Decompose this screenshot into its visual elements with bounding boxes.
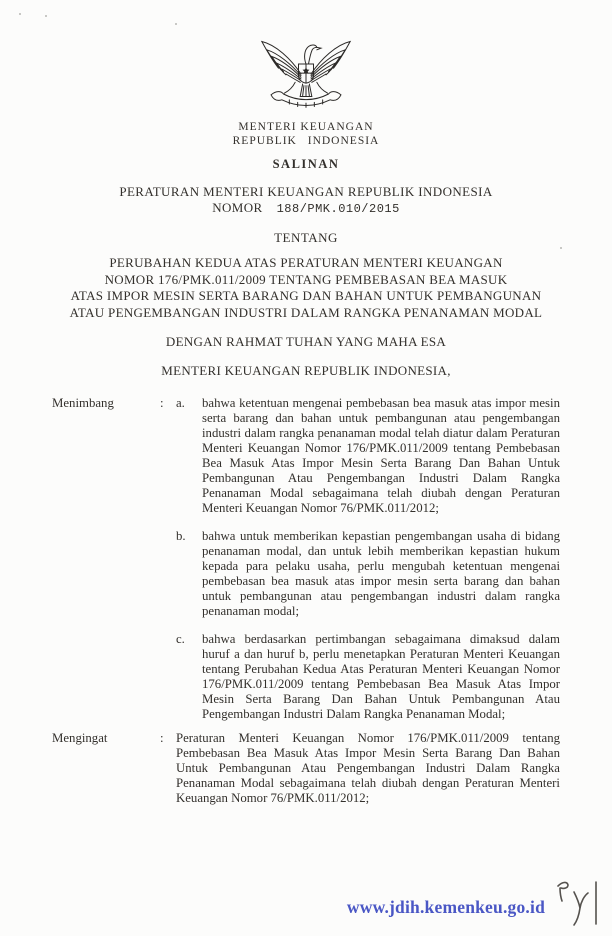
subject-line: PERUBAHAN KEDUA ATAS PERATURAN MENTERI KEUANGAN — [109, 255, 503, 270]
subject-line: NOMOR 176/PMK.011/2009 TENTANG PEMBEBASAN BEA MASUK — [104, 271, 508, 287]
menimbang-section — [52, 396, 560, 722]
menimbang-items — [176, 396, 560, 722]
mengingat-section — [52, 731, 560, 806]
preamble-clauses — [52, 396, 560, 806]
mengingat-colon: : — [160, 731, 164, 745]
item-letter: c. — [176, 632, 185, 646]
subject-line: ATAS IMPOR MESIN SERTA BARANG DAN BAHAN UNTUK PEMBANGUNAN — [70, 288, 542, 303]
menimbang-label: Menimbang — [52, 396, 114, 410]
regulation-subject — [0, 255, 612, 321]
menimbang-item-c — [176, 632, 560, 722]
menimbang-item-b — [176, 529, 560, 619]
nomor-label: NOMOR — [212, 200, 263, 215]
mengingat-label: Mengingat — [52, 731, 108, 745]
letterhead — [0, 0, 612, 172]
item-letter: a. — [176, 396, 185, 410]
item-text: bahwa untuk memberikan kepastian pengembangan usaha di bidang penanaman modal, dan untuk lebih memberikan kepastian hukum kepada para pelaku usaha, perlu mengubah ketentuan mengenai pembebasan bea masuk atas impor mesin serta barang dan bahan untuk pembangunan atau pengembangan industri dalam rangka penanaman modal; — [202, 529, 560, 618]
item-text: bahwa berdasarkan pertimbangan sebagaimana dimaksud dalam huruf a dan huruf b, perlu menetapkan Peraturan Menteri Keuangan tentang Perubahan Kedua Atas Peraturan Menteri Keuangan Nomor 176/PMK.011/2009 tentang Pembebasan Bea Masuk Atas Impor Mesin Serta Barang Dan Bahan Untuk Pembangunan Atau Pengembangan Industri Dalam Rangka Penanaman Modal; — [202, 632, 560, 721]
menimbang-item-a — [176, 396, 560, 516]
mengingat-body — [176, 731, 560, 806]
regulation-heading: PERATURAN MENTERI KEUANGAN REPUBLIK INDONESIA — [119, 184, 493, 199]
copy-stamp: SALINAN — [272, 157, 340, 171]
handwritten-paraph — [552, 868, 604, 930]
subject-line: ATAU PENGEMBANGAN INDUSTRI DALAM RANGKA PENANAMAN MODAL — [69, 304, 543, 320]
mengingat-text: Peraturan Menteri Keuangan Nomor 176/PMK.011/2009 tentang Pembebasan Bea Masuk Atas Impor Mesin Serta Barang Dan Bahan Untuk Pembangunan Atau Pengembangan Industri Dalam Rangka Penanaman Modal sebagaimana telah diubah dengan Peraturan Menteri Keuangan Nomor 76/PMK.011/2012; — [176, 731, 560, 805]
authority-line: MENTERI KEUANGAN REPUBLIK INDONESIA, — [161, 363, 451, 378]
scan-artifact — [175, 23, 177, 25]
ministry-country: REPUBLIK INDONESIA — [232, 134, 380, 147]
item-letter: b. — [176, 529, 186, 543]
scan-artifact — [45, 15, 47, 17]
scan-artifact — [560, 247, 562, 249]
nomor-value: 188/PMK.010/2015 — [276, 202, 400, 216]
invocation-line: DENGAN RAHMAT TUHAN YANG MAHA ESA — [165, 334, 447, 349]
regulation-number-line — [0, 200, 612, 216]
garuda-pancasila-emblem-icon — [256, 32, 356, 116]
item-text: bahwa ketentuan mengenai pembebasan bea masuk atas impor mesin serta barang dan bahan untuk pembangunan atau pengembangan industri dalam rangka penanaman modal telah diatur dalam Peraturan Menteri Keuangan Nomor 176/PMK.011/2009 tentang Pembebasan Bea Masuk Atas Impor Mesin Serta Barang Dan Bahan Untuk Pembangunan Atau Pengembangan Industri Dalam Rangka Penanaman Modal sebagaimana telah diubah dengan Peraturan Menteri Keuangan Nomor 76/PMK.011/2012; — [202, 396, 560, 515]
menimbang-colon: : — [160, 396, 164, 410]
tentang-label: TENTANG — [274, 230, 338, 245]
scan-artifact — [19, 13, 21, 15]
jdih-watermark: www.jdih.kemenkeu.go.id — [346, 897, 545, 917]
ministry-name: MENTERI KEUANGAN — [238, 121, 374, 133]
document-title-block — [0, 184, 612, 379]
